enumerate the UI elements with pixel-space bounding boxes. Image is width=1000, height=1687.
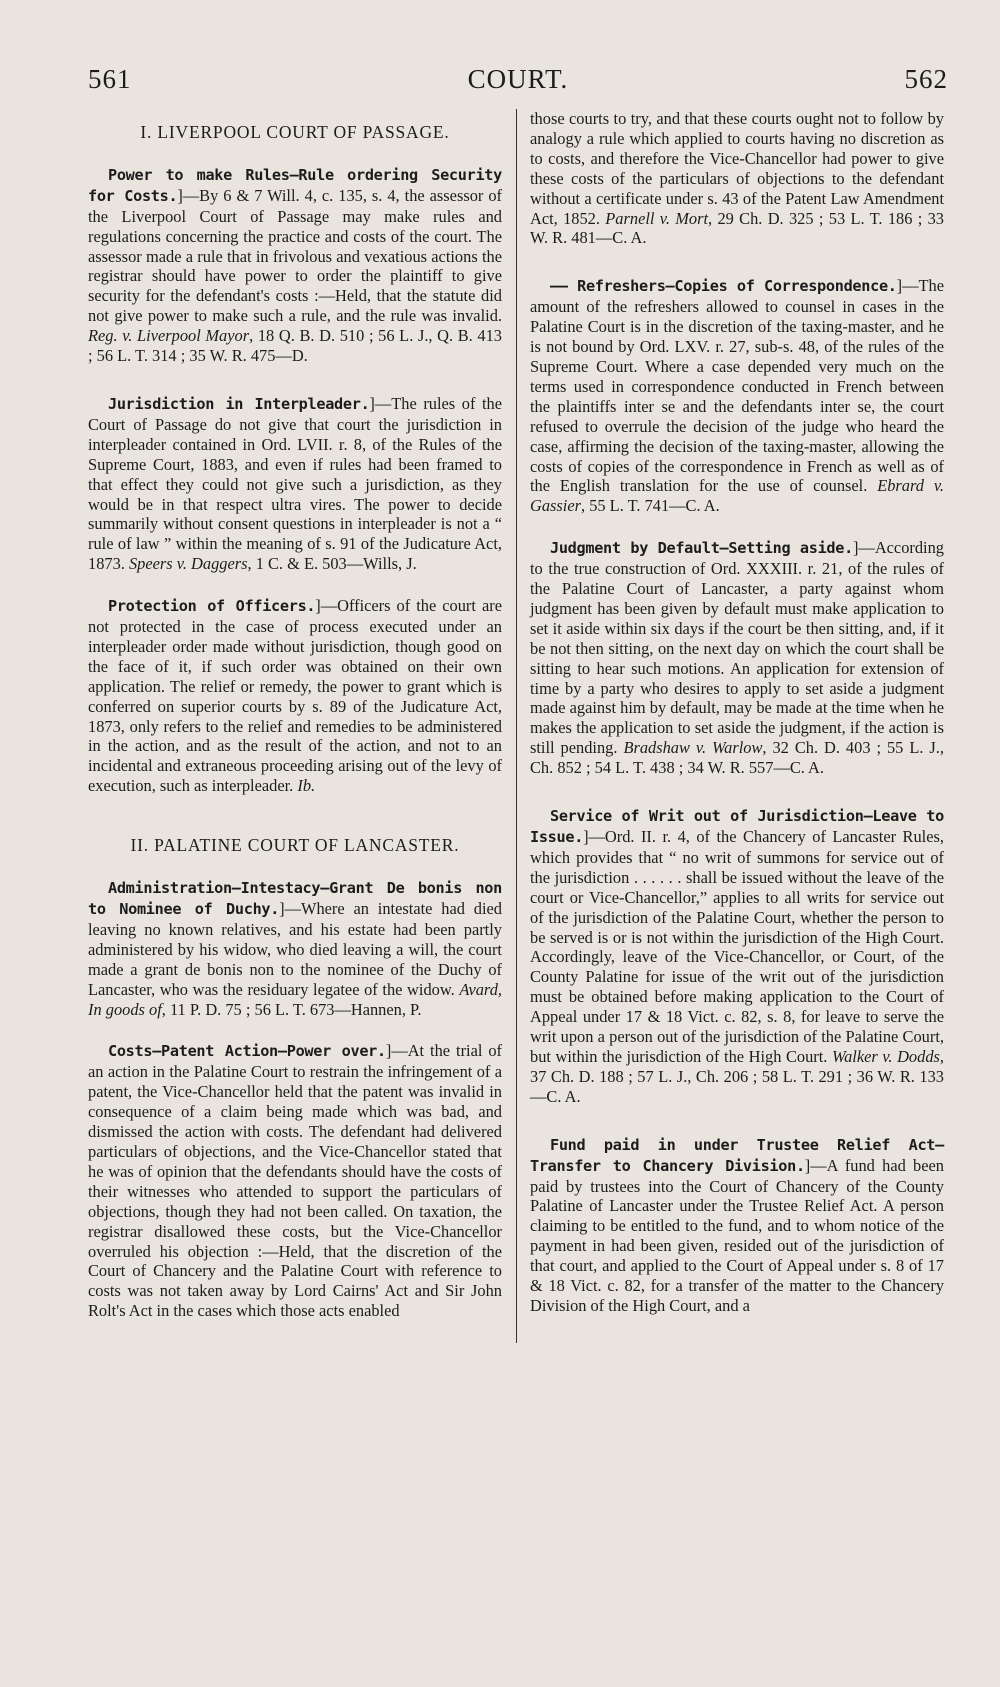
- running-title: COURT.: [467, 64, 569, 94]
- case-name: Avard, In goods of: [88, 979, 502, 1019]
- case-name: Parnell v. Mort: [605, 208, 709, 228]
- entry-text: ]—According to the true construction of Ord. XXXIII. r. 21, of the rules of the Palatine Court of Lancaster, a party against whom judgment has been given by default must make application to set it aside within six days if the court be then sitting, and, if it be not then sitting, on the next day on which the court shall be sitting to hear such motions. An application for extension of time by a party who desires to apply to set aside a judgment made against him by default, may be made at the time when he makes the application to set aside the judgment, if the action is still pending.: [530, 538, 944, 758]
- case-name: Walker v. Dodds: [831, 1046, 940, 1066]
- entry-heading: —— Refreshers—Copies of Correspondence.: [550, 277, 897, 296]
- citation: , 55 L. T. 741—C. A.: [581, 496, 720, 516]
- entry-fund-paid-in: [530, 1135, 944, 1316]
- entry-administration-intestacy: [88, 878, 502, 1019]
- section-heading-liverpool: I. LIVERPOOL COURT OF PASSAGE.: [140, 122, 450, 142]
- entry-costs-patent-action: [88, 1041, 502, 1321]
- entry-power-to-make-rules: [88, 165, 502, 366]
- case-name: Reg. v. Liverpool Mayor: [88, 326, 250, 346]
- case-name: Speers v. Daggers: [128, 554, 248, 574]
- entry-text: those courts to try, and that these courts ought not to follow by analogy a rule which applied to courts having no discretion as to costs, and therefore the Vice-Chancellor had power to give these costs of the particulars of objections to the defendant without a certificate under s. 43 of the Patent Law Amendment Act, 1852.: [530, 109, 944, 228]
- running-head: [88, 64, 948, 95]
- entry-text: ]—At the trial of an action in the Palatine Court to restrain the infringement of a patent, the Vice-Chancellor held that the patent was invalid in consequence of a claim being made which was bad, and dismissed the action with costs. The defendant had delivered particulars of objections, and the Vice-Chancellor stated that he was of opinion that the defendants should have the costs of their witnesses who attended to support the particulars of objections, though they had not been called. On taxation, the registrar disallowed these costs, but the Vice-Chancellor overruled his objection :—Held, that the discretion of the Court of Chancery and the Palatine Court with reference to costs was not taken away by Lord Cairns' Act and Sir John Rolt's Act in the cases which those acts enabled: [88, 1041, 503, 1321]
- entry-costs-continued: [530, 109, 944, 248]
- citation: , 11 P. D. 75 ; 56 L. T. 673—Hannen, P.: [161, 999, 422, 1019]
- two-column-body: [88, 109, 948, 1343]
- entry-heading: Protection of Officers.: [108, 597, 316, 616]
- entry-text: ]—The rules of the Court of Passage do not give that court the jurisdiction in interpleader contained in Ord. LVII. r. 8, of the Rules of the Supreme Court, 1883, and even if rules had been framed to that effect they could not give such a jurisdiction, as they would be in that respect ultra vires. The power to decide summarily without consent questions in interpleader is not a “ rule of law ” within the meaning of s. 91 of the Judicature Act, 1873.: [88, 393, 503, 574]
- citation: , 37 Ch. D. 188 ; 57 L. J., Ch. 206 ; 58 L. T. 291 ; 36 W. R. 133—C. A.: [530, 1046, 944, 1106]
- entry-text: ]—Officers of the court are not protected in the case of process executed under an interpleader order made without jurisdiction, though good on the face of it, if such order was obtained on their own application. The relief or remedy, the power to grant which is conferred on superior courts by s. 89 of the Judicature Act, 1873, only refers to the relief and remedies to be administered in the action, and as the result of the action, and not to an incidental and extraneous proceeding arising out of the levy of execution, such as interpleader.: [88, 596, 502, 796]
- right-column: [516, 109, 944, 1343]
- case-name: Ebrard v. Gassier: [530, 476, 944, 516]
- entry-service-of-writ: [530, 806, 944, 1107]
- entry-heading: Judgment by Default—Setting aside.: [550, 539, 853, 558]
- entry-judgment-by-default: [530, 538, 944, 778]
- entry-text: ]—The amount of the refreshers allowed to counsel in cases in the Palatine Court is in the discretion of the taxing-master, and he is not bound by Ord. LXV. r. 27, sub-s. 48, of the rules of the Supreme Court. Where a case depended very much on the terms used in correspondence conducted in French between the plaintiffs inter se and the defendants inter se, the court refused to overrule the decision of the judge who heard the case, affirming the decision of the taxing-master, allowing the costs of copies of the correspondence in French as well as of the English translation for the use of counsel.: [530, 276, 944, 496]
- entry-heading: Fund paid in under Trustee Relief Act—Transfer to Chancery Division.: [530, 1135, 944, 1175]
- citation: , 29 Ch. D. 325 ; 53 L. T. 186 ; 33 W. R. 481—C. A.: [530, 208, 944, 248]
- entry-heading: Service of Writ out of Jurisdiction—Leave to Issue.: [530, 807, 944, 846]
- entry-protection-of-officers: [88, 596, 502, 796]
- entry-heading: Costs—Patent Action—Power over.: [108, 1042, 386, 1061]
- entry-refreshers: [530, 276, 944, 516]
- citation: , 18 Q. B. D. 510 ; 56 L. J., Q. B. 413 ; 56 L. T. 314 ; 35 W. R. 475—D.: [88, 326, 502, 366]
- right-page-number: 562: [904, 64, 948, 94]
- citation: , 1 C. & E. 503—Wills, J.: [247, 554, 417, 574]
- case-name: Ib.: [297, 776, 316, 796]
- case-name: Bradshaw v. Warlow: [623, 738, 763, 758]
- section-heading-palatine: II. PALATINE COURT OF LANCASTER.: [130, 835, 460, 856]
- entry-heading: Administration—Intestacy—Grant De bonis non to Nominee of Duchy.: [88, 879, 502, 918]
- citation: , 32 Ch. D. 403 ; 55 L. J., Ch. 852 ; 54 L. T. 438 ; 34 W. R. 557—C. A.: [530, 738, 944, 778]
- entry-text: ]—A fund had been paid by trustees into the Court of Chancery of the County Palatine of Lancaster under the Trustee Relief Act. A person claiming to be entitled to the fund, and to whom notice of the payment in had been given, resided out of the jurisdiction of that court, and applied to the Court of Appeal under s. 8 of 17 & 18 Vict. c. 82, for a transfer of the matter to the Chancery Division of the High Court, and a: [530, 1155, 944, 1315]
- entry-heading: Jurisdiction in Interpleader.: [108, 394, 370, 413]
- left-page-number: 561: [88, 64, 132, 94]
- entry-heading: Power to make Rules—Rule ordering Security for Costs.: [88, 165, 502, 205]
- entry-jurisdiction-interpleader: [88, 394, 502, 574]
- entry-text: ]—Ord. II. r. 4, of the Chancery of Lancaster Rules, which provides that “ no writ of summons for service out of the jurisdiction . . . . . . shall be issued without the leave of the court or Vice-Chancellor,” applies to all writs for service out of the jurisdiction of the Palatine Court, whether the person to be served is or is not within the jurisdiction of the High Court. Accordingly, leave of the Vice-Chancellor, or Court, of the County Palatine for issue of the writ out of the jurisdiction must be obtained before making application to the Court of Appeal under 17 & 18 Vict. c. 82, s. 8, for leave to serve the writ upon a person out of the jurisdiction of the Palatine Court, but within the jurisdiction of the High Court.: [530, 827, 944, 1066]
- entry-text: ]—By 6 & 7 Will. 4, c. 135, s. 4, the assessor of the Liverpool Court of Passage may make rules and regulations concerning the practice and costs of the court. The assessor made a rule that in frivolous and vexatious actions the registrar should have power to order the plaintiff to give security for the defendant's costs :—Held, that the statute did not give power to make such a rule, and the rule was invalid.: [88, 185, 502, 326]
- left-column: [88, 109, 516, 1343]
- entry-text: ]—Where an intestate had died leaving no known relatives, and his estate had been partly administered by his widow, who died leaving a will, the court made a grant de bonis non to the nominee of the Duchy of Lancaster, who was the residuary legatee of the widow.: [88, 899, 502, 999]
